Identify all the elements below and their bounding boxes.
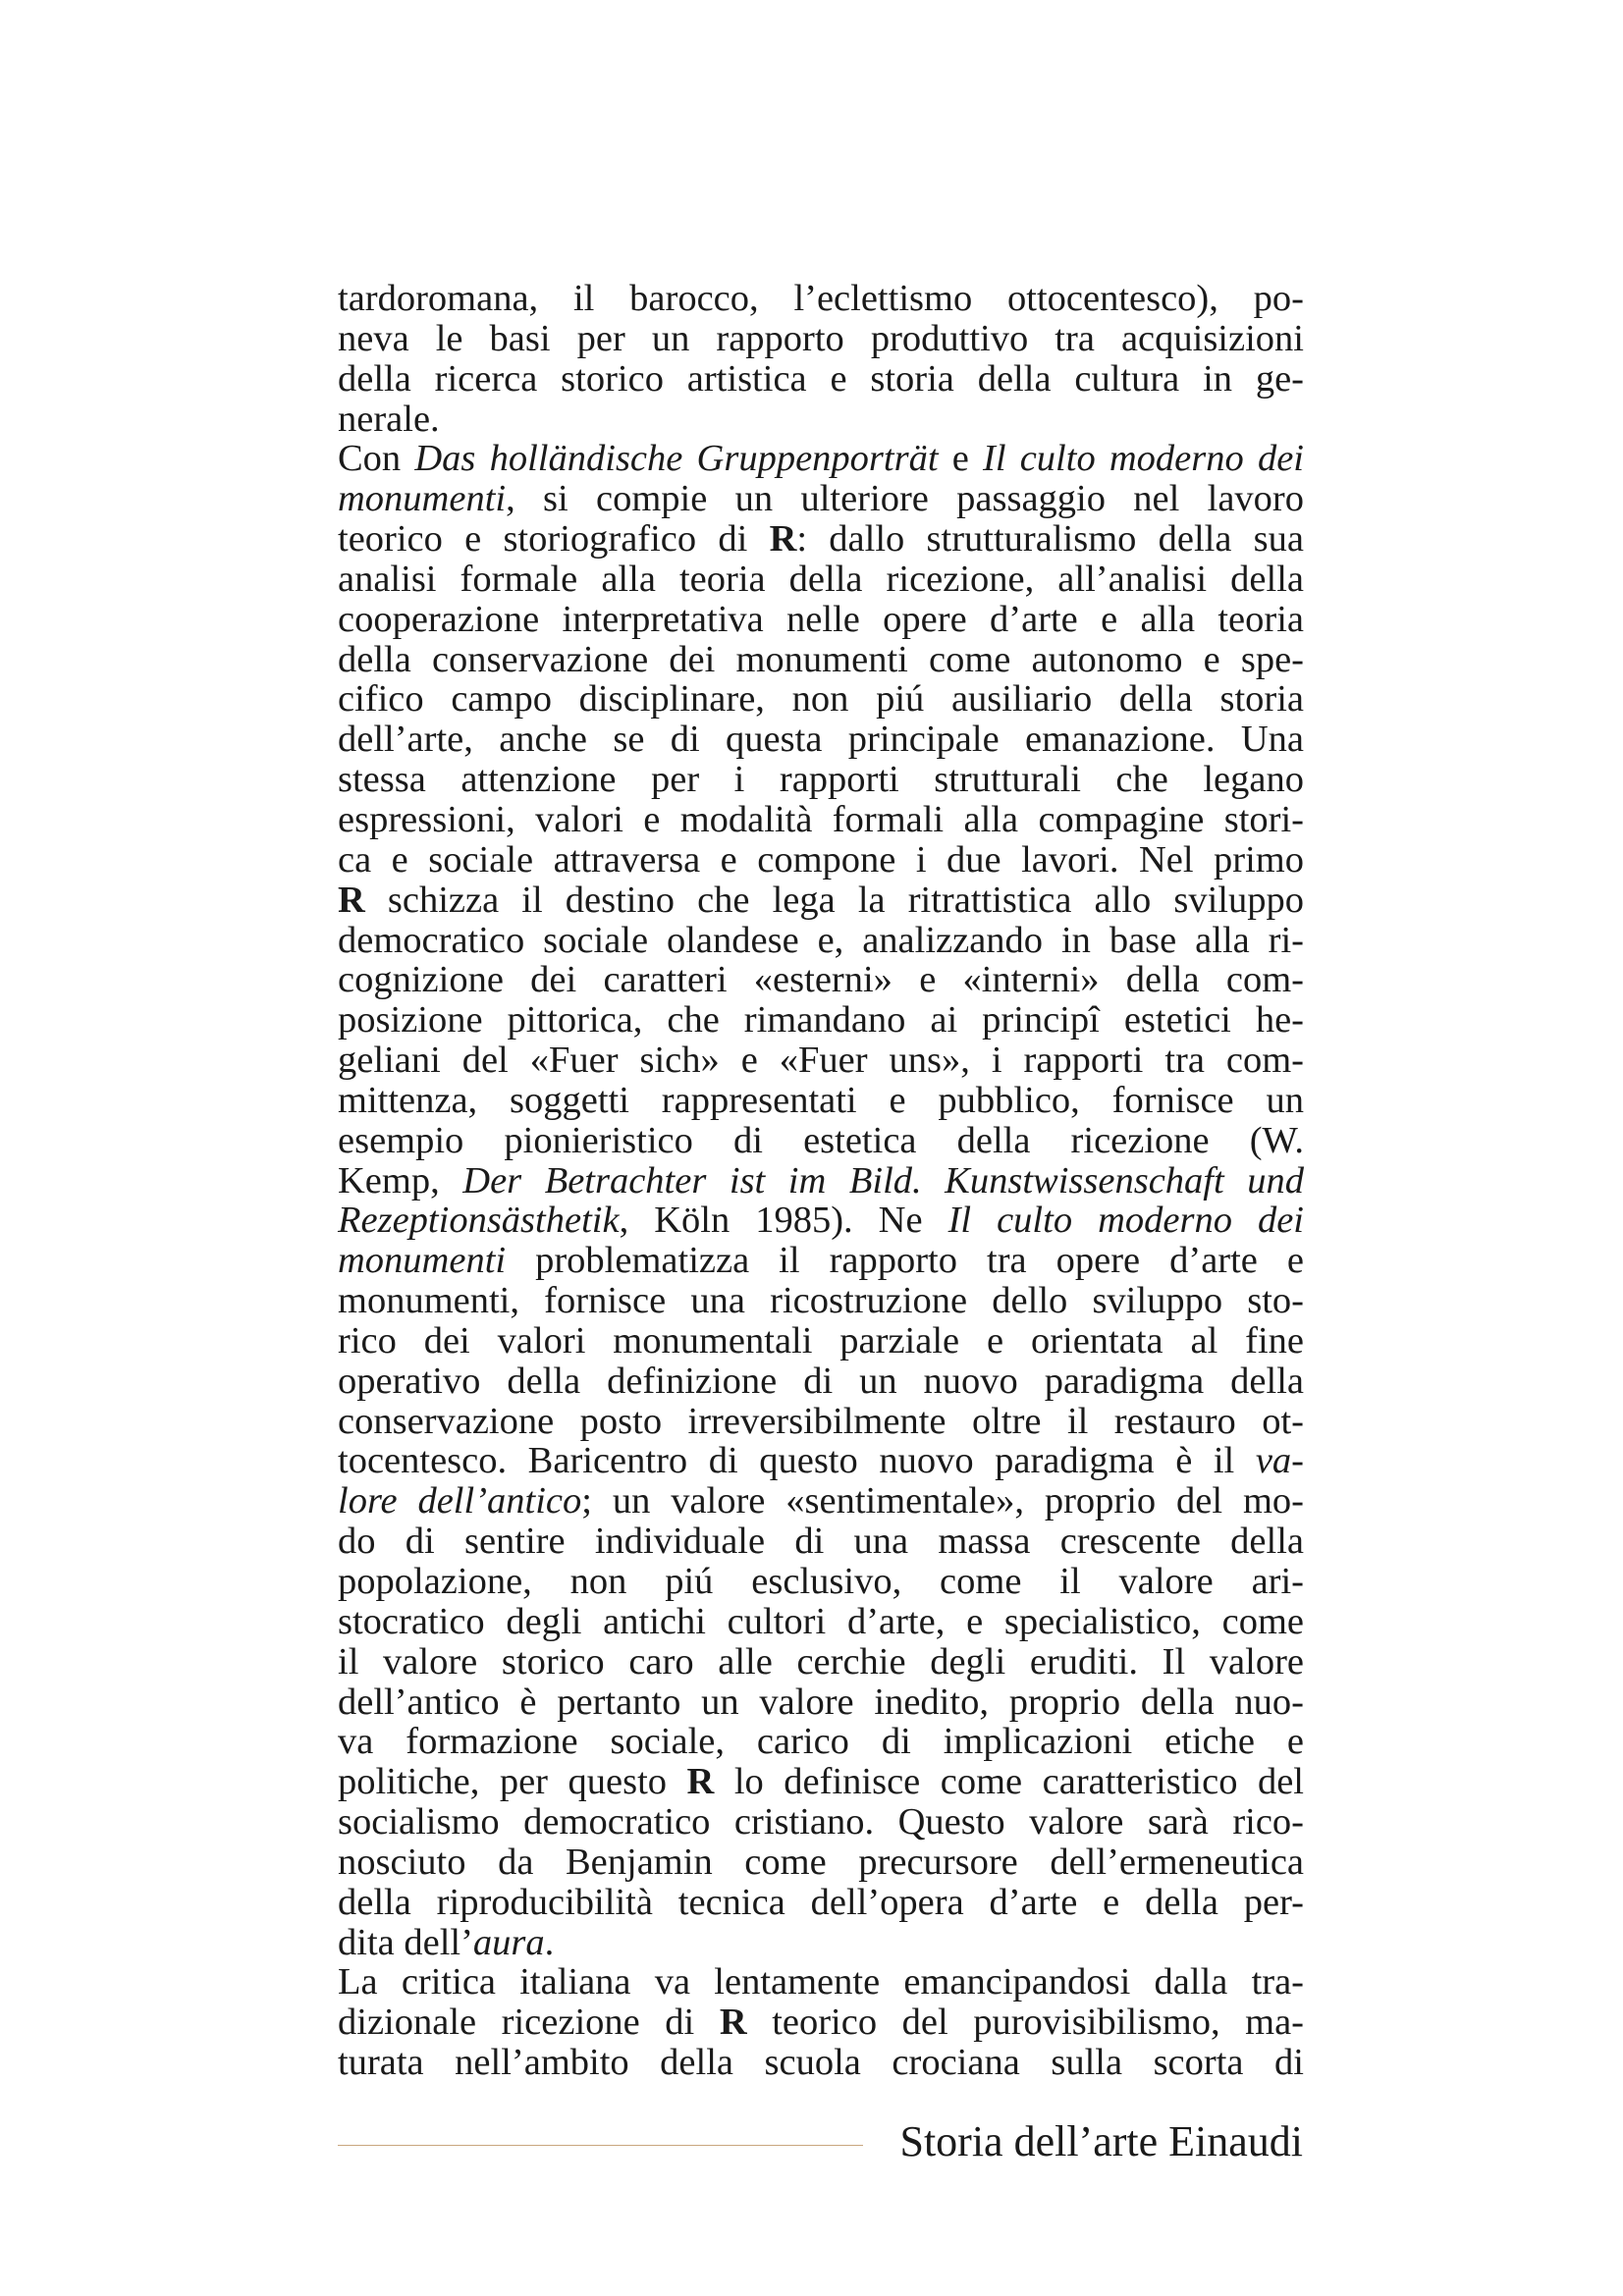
text-line: geliani del «Fuer sich» e «Fuer uns», i rapporti tra com- [338, 1040, 1304, 1082]
text-line: politiche, per questo R lo definisce come caratteristico del [338, 1761, 1304, 1803]
text-line: della riproducibilità tecnica dell’opera d’arte e della per- [338, 1881, 1304, 1923]
text-line: stocratico degli antichi cultori d’arte, e specialistico, come [338, 1600, 1304, 1642]
text-line: Rezeptionsästhetik, Köln 1985). Ne Il culto moderno dei [338, 1200, 1304, 1242]
text-line: stessa attenzione per i rapporti strutturali che legano [338, 759, 1304, 801]
text-line: monumenti, fornisce una ricostruzione dello sviluppo sto- [338, 1280, 1304, 1322]
text-line: lore dell’antico; un valore «sentimentale», proprio del mo- [338, 1480, 1304, 1522]
text-line: operativo della definizione di un nuovo paradigma della [338, 1360, 1304, 1402]
text-line: il valore storico caro alle cerchie degli eruditi. Il valore [338, 1640, 1304, 1682]
text-line: va formazione sociale, carico di implicazioni etiche e [338, 1721, 1304, 1763]
text-line: popolazione, non piú esclusivo, come il valore ari- [338, 1561, 1304, 1602]
text-line: R schizza il destino che lega la ritrattistica allo sviluppo [338, 879, 1304, 921]
text-line: neva le basi per un rapporto produttivo tra acquisizioni [338, 317, 1304, 359]
text-line: cifico campo disciplinare, non piú ausiliario della storia [338, 678, 1304, 721]
footer-rule [338, 2145, 863, 2146]
text-line: nerale. [338, 398, 440, 440]
text-line: tardoromana, il barocco, l’eclettismo ottocentesco), po- [338, 278, 1304, 319]
text-line: do di sentire individuale di una massa crescente della [338, 1521, 1304, 1563]
text-line: turata nell’ambito della scuola crociana sulla scorta di [338, 2042, 1304, 2084]
text-line: analisi formale alla teoria della ricezione, all’analisi della [338, 558, 1304, 600]
text-line: espressioni, valori e modalità formali alla compagine stori- [338, 798, 1304, 840]
text-line: dizionale ricezione di R teorico del purovisibilismo, ma- [338, 2002, 1304, 2044]
text-line: dita dell’aura. [338, 1921, 555, 1963]
text-line: Con Das holländische Gruppenporträt e Il culto moderno dei [338, 438, 1304, 480]
text-line: cooperazione interpretativa nelle opere d’arte e alla teoria [338, 598, 1304, 640]
body-text [338, 279, 1304, 2083]
text-line: monumenti problematizza il rapporto tra opere d’arte e [338, 1240, 1304, 1282]
text-line: della ricerca storico artistica e storia della cultura in ge- [338, 357, 1304, 400]
text-line: cognizione dei caratteri «esterni» e «interni» della com- [338, 959, 1304, 1001]
text-line: esempio pionieristico di estetica della ricezione (W. [338, 1119, 1304, 1161]
text-line: nosciuto da Benjamin come precursore dell’ermeneutica [338, 1841, 1304, 1883]
text-line: monumenti, si compie un ulteriore passaggio nel lavoro [338, 478, 1304, 520]
text-line: dell’antico è pertanto un valore inedito, proprio della nuo- [338, 1681, 1304, 1723]
text-line: Kemp, Der Betrachter ist im Bild. Kunstwissenschaft und [338, 1159, 1304, 1201]
text-line: tocentesco. Baricentro di questo nuovo paradigma è il va- [338, 1440, 1304, 1482]
text-line: conservazione posto irreversibilmente oltre il restauro ot- [338, 1400, 1304, 1442]
text-line: ca e sociale attraversa e compone i due lavori. Nel primo [338, 838, 1304, 881]
text-line: democratico sociale olandese e, analizzando in base alla ri- [338, 919, 1304, 961]
text-line: posizione pittorica, che rimandano ai principî estetici he- [338, 999, 1304, 1041]
text-line: teorico e storiografico di R: dallo strutturalismo della sua [338, 518, 1304, 561]
text-line: socialismo democratico cristiano. Questo valore sarà rico- [338, 1801, 1304, 1843]
text-line: rico dei valori monumentali parziale e orientata al fine [338, 1319, 1304, 1362]
text-line: dell’arte, anche se di questa principale emanazione. Una [338, 719, 1304, 761]
text-line: mittenza, soggetti rappresentati e pubblico, fornisce un [338, 1079, 1304, 1121]
text-line: La critica italiana va lentamente emancipandosi dalla tra- [338, 1961, 1304, 2003]
text-line: della conservazione dei monumenti come autonomo e spe- [338, 638, 1304, 680]
footer-title: Storia dell’arte Einaudi [899, 2117, 1303, 2165]
